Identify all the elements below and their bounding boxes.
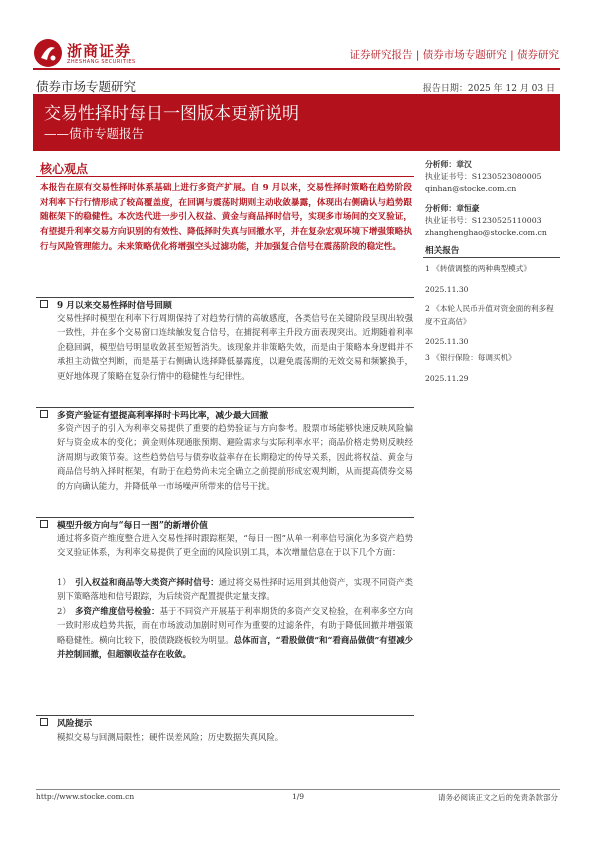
related-report-date: 2025.11.29 (425, 374, 469, 383)
list-item-lead: 引入权益和商品等大类资产择时信号： (75, 577, 219, 587)
analyst-email[interactable]: qinhan@stocke.com.cn (425, 184, 517, 193)
list-item-text: 通过将交易性择时运用到其他资产，实现不同资产类别下策略落地和信号跟踪，为后续资产配置提供定量支撑。 (57, 577, 414, 602)
analyst-cert-line: 执业证书号：S1230523080005 (425, 172, 542, 181)
section-title: 多资产验证有望提高利率择时卡玛比率，减少最大回撤 (57, 411, 269, 421)
section-rule (36, 715, 414, 716)
section-title: 风险提示 (57, 719, 93, 729)
analyst-cert: S1230525110003 (471, 216, 542, 225)
core-view-heading: 核心观点 (40, 162, 89, 176)
section-bullet-icon (40, 520, 48, 528)
logo-text-en: ZHESHANG SECURITIES (67, 59, 136, 65)
logo-text-cn: 浙商证券 (67, 42, 132, 60)
core-view-paragraph: 本报告在原有交易性择时体系基础上进行多资产扩展。自 9 月以来，交易性择时策略在趋势阶段对利率下行行情形成了较高覆盖度，在回调与震荡时期则主动收敛暴露，体现出右侧确认与趋势跟随框架下的稳健性。本次迭代进一步引入权益、黄金与商品择时信号，实现多市场间的交叉验证，有望提升利率交易方向识别的有效性、降低择时失真与回撤水平，并在复杂宏观环境下增强策略执行与风险管理能力。未来策略优化将增强空头过滤功能，并加强复合信号在震荡阶段的稳定性。 (40, 183, 412, 252)
section-bullet-icon (40, 718, 48, 726)
report-date: 报告日期：2025 年 12 月 03 日 (422, 84, 555, 94)
footer-url-link[interactable]: http://www.stocke.com.cn (36, 792, 135, 801)
section-body: 多资产因子的引入为利率交易提供了重要的趋势验证与方向参考。股票市场能够快速反映风险偏好与资金成本的变化；黄金则体现通胀预期、避险需求与实际利率水平；商品价格走势则反映经济周期与政策节奏。这些趋势信号与债券收益率存在长期稳定的传导关系，因此将权益、黄金与商品信号纳入择时框架，有助于在趋势尚未完全确立之前提前形成宏观判断，从而提高债券交易的方向确认能力，并降低单一市场噪声所带来的信号干扰。 (57, 423, 413, 491)
analyst-panel (425, 159, 560, 239)
analyst-name: 章恒豪 (456, 204, 480, 213)
list-item-text: 基于不同资产开展基于利率期货的多资产交叉检验，在利率多空方向一致时形成趋势共振，而在市场波动加剧时则可作为重要的过滤条件，有助于降低回撤并增强策略稳健性。横向比较下，股债跷跷板较为明显。 (57, 606, 414, 645)
page-number: 1/9 (292, 792, 305, 801)
analyst-cert: S1230523080005 (471, 172, 542, 181)
section-body: 通过将多资产维度整合进入交易性择时跟踪框架，“每日一图”从单一利率信号演化为多资产趋势交叉验证体系，为利率交易提供了更全面的风险识别工具，本次增量信息在于以下几个方面： (57, 533, 413, 558)
core-view-rule (36, 176, 414, 177)
report-type: 债券市场专题研究 (36, 79, 137, 94)
logo-mark-icon (33, 38, 63, 68)
section-body: 模拟交易与回测局限性；硬件误差风险；历史数据失真风险。 (57, 732, 284, 742)
footer-rule (36, 789, 560, 790)
list-item (57, 575, 413, 604)
list-item-number: 2） (57, 606, 71, 616)
related-report-date: 2025.11.30 (425, 337, 469, 346)
related-report-date: 2025.11.30 (425, 285, 469, 294)
related-reports-rule (423, 257, 560, 258)
related-report-link[interactable]: 3 《银行保险：每调买机》 (425, 353, 516, 362)
logo (33, 38, 143, 72)
list-item-lead: 多资产维度信号检验： (75, 606, 160, 616)
report-subtitle: ——债市专题报告 (44, 126, 145, 141)
analyst-name: 章汉 (456, 160, 472, 169)
list-item-summary-lead: 总体而言， (233, 634, 276, 645)
analyst-name-line: 分析师：章汉 (425, 160, 472, 169)
analyst-cert-line: 执业证书号：S1230525110003 (425, 216, 542, 225)
header-rule (33, 68, 560, 70)
related-report-link[interactable]: 2 《本轮人民币升值对资金面的利多程度不宜高估》 (425, 304, 554, 326)
footer-disclaimer: 请务必阅读正文之后的免责条款部分 (438, 793, 558, 802)
related-report-link[interactable]: 1 《转债调整的两种典型模式》 (425, 264, 531, 273)
related-reports-heading: 相关报告 (425, 246, 460, 256)
section-bullet-icon (40, 300, 48, 308)
section-title: 模型升级方向与“每日一图”的新增价值 (57, 521, 208, 531)
section-bullet-icon (40, 410, 48, 418)
list-item (57, 604, 413, 662)
analyst-email[interactable]: zhanghenghao@stocke.com.cn (425, 228, 547, 237)
report-category-nav: 证券研究报告 | 债券市场专题研究 | 债券研究 (349, 49, 559, 61)
list-item-number: 1） (57, 577, 71, 587)
section-title: 9 月以来交易性择时信号回顾 (57, 301, 172, 311)
analyst-name-line: 分析师：章恒豪 (425, 204, 480, 213)
report-title: 交易性择时每日一图版本更新说明 (44, 104, 299, 124)
list-item-summary: “看股做债”和“看商品做债”有望减少并控制回撤，但超额收益存在收敛。 (57, 634, 413, 660)
section-body: 交易性择时模型在利率下行周期保持了对趋势行情的高敏感度，各类信号在关键阶段呈现出较强一致性，并在多个交易窗口连续触发复合信号，在捕捉利率主升段方面表现突出。近期随着利率企稳回调，模型信号明显收敛甚至短暂消失。该现象并非策略失效，而是由于策略本身逻辑并不承担主动做空判断，而是基于右侧确认选择降低暴露度，以避免震荡期的无效交易和频繁换手，更好地体现了策略在复杂行情中的稳健性与纪律性。 (57, 313, 413, 381)
